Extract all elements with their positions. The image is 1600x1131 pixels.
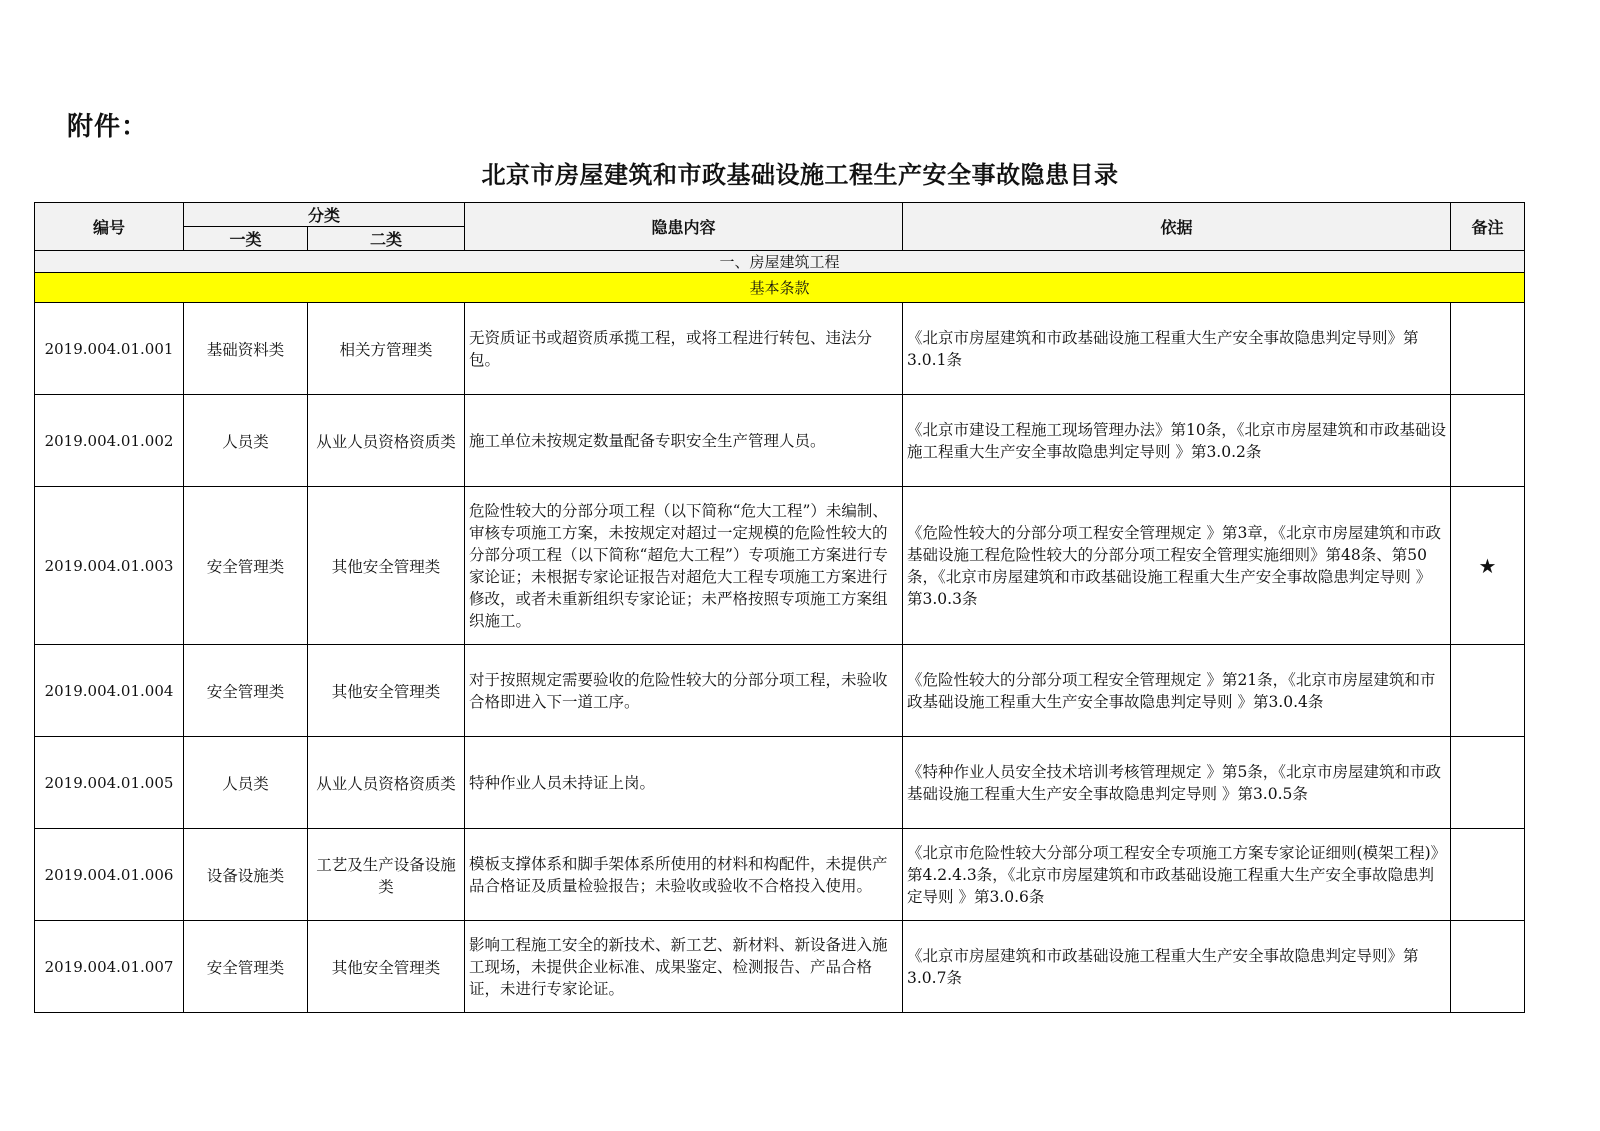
row-note — [1451, 829, 1525, 921]
header-category: 分类 — [184, 203, 465, 227]
row-content: 模板支撑体系和脚手架体系所使用的材料和构配件，未提供产品合格证及质量检验报告；未验收或验收不合格投入使用。 — [465, 829, 903, 921]
row-note — [1451, 645, 1525, 737]
attachment-label: 附件： — [67, 112, 149, 142]
hazard-catalog-table — [34, 202, 1525, 1013]
row-category-2: 其他安全管理类 — [308, 487, 465, 645]
row-content: 影响工程施工安全的新技术、新工艺、新材料、新设备进入施工现场，未提供企业标准、成果鉴定、检测报告、产品合格证，未进行专家论证。 — [465, 921, 903, 1013]
document-title: 北京市房屋建筑和市政基础设施工程生产安全事故隐患目录 — [481, 161, 1119, 189]
row-content: 特种作业人员未持证上岗。 — [465, 737, 903, 829]
table-row — [35, 487, 1525, 645]
row-basis: 《危险性较大的分部分项工程安全管理规定 》第3章，《北京市房屋建筑和市政基础设施工程危险性较大的分部分项工程安全管理实施细则》第48条、第50条，《北京市房屋建筑和市政基础设施工程重大生产安全事故隐患判定导则 》第3.0.3条 — [903, 487, 1451, 645]
row-note — [1451, 737, 1525, 829]
row-id: 2019.004.01.002 — [35, 395, 184, 487]
table-row — [35, 395, 1525, 487]
table-row — [35, 829, 1525, 921]
header-id: 编号 — [35, 203, 184, 251]
row-id: 2019.004.01.004 — [35, 645, 184, 737]
row-category-2: 相关方管理类 — [308, 303, 465, 395]
row-category-2: 其他安全管理类 — [308, 921, 465, 1013]
row-content: 对于按照规定需要验收的危险性较大的分部分项工程，未验收合格即进入下一道工序。 — [465, 645, 903, 737]
subsection-row — [35, 273, 1525, 303]
row-category-2: 工艺及生产设备设施类 — [308, 829, 465, 921]
table-row — [35, 737, 1525, 829]
row-category-1: 安全管理类 — [184, 645, 308, 737]
row-category-1: 人员类 — [184, 395, 308, 487]
row-content: 施工单位未按规定数量配备专职安全生产管理人员。 — [465, 395, 903, 487]
row-category-2: 从业人员资格资质类 — [308, 737, 465, 829]
row-content: 危险性较大的分部分项工程（以下简称“危大工程”）未编制、审核专项施工方案，未按规定对超过一定规模的危险性较大的分部分项工程（以下简称“超危大工程”）专项施工方案进行专家论证；未根据专家论证报告对超危大工程专项施工方案进行修改，或者未重新组织专家论证；未严格按照专项施工方案组织施工。 — [465, 487, 903, 645]
row-category-1: 基础资料类 — [184, 303, 308, 395]
row-category-1: 人员类 — [184, 737, 308, 829]
section-title: 一、房屋建筑工程 — [35, 251, 1525, 273]
header-basis: 依据 — [903, 203, 1451, 251]
header-note: 备注 — [1451, 203, 1525, 251]
row-content: 无资质证书或超资质承揽工程，或将工程进行转包、违法分包。 — [465, 303, 903, 395]
table-row — [35, 645, 1525, 737]
table-row — [35, 303, 1525, 395]
row-basis: 《北京市建设工程施工现场管理办法》第10条，《北京市房屋建筑和市政基础设施工程重大生产安全事故隐患判定导则 》第3.0.2条 — [903, 395, 1451, 487]
table-row — [35, 921, 1525, 1013]
row-id: 2019.004.01.001 — [35, 303, 184, 395]
row-id: 2019.004.01.007 — [35, 921, 184, 1013]
header-cat1: 一类 — [184, 227, 308, 251]
subsection-title: 基本条款 — [35, 273, 1525, 303]
row-id: 2019.004.01.003 — [35, 487, 184, 645]
row-note — [1451, 921, 1525, 1013]
row-category-1: 安全管理类 — [184, 921, 308, 1013]
row-basis: 《特种作业人员安全技术培训考核管理规定 》第5条，《北京市房屋建筑和市政基础设施工程重大生产安全事故隐患判定导则 》第3.0.5条 — [903, 737, 1451, 829]
row-category-2: 从业人员资格资质类 — [308, 395, 465, 487]
row-note: ★ — [1451, 487, 1525, 645]
row-category-1: 安全管理类 — [184, 487, 308, 645]
row-basis: 《北京市危险性较大分部分项工程安全专项施工方案专家论证细则(模架工程)》第4.2.4.3条，《北京市房屋建筑和市政基础设施工程重大生产安全事故隐患判定导则 》第3.0.6条 — [903, 829, 1451, 921]
row-basis: 《北京市房屋建筑和市政基础设施工程重大生产安全事故隐患判定导则》第3.0.1条 — [903, 303, 1451, 395]
row-category-1: 设备设施类 — [184, 829, 308, 921]
header-content: 隐患内容 — [465, 203, 903, 251]
header-cat2: 二类 — [308, 227, 465, 251]
header-row — [35, 203, 1525, 227]
section-row — [35, 251, 1525, 273]
row-note — [1451, 395, 1525, 487]
row-id: 2019.004.01.006 — [35, 829, 184, 921]
row-note — [1451, 303, 1525, 395]
row-basis: 《北京市房屋建筑和市政基础设施工程重大生产安全事故隐患判定导则》第3.0.7条 — [903, 921, 1451, 1013]
row-basis: 《危险性较大的分部分项工程安全管理规定 》第21条，《北京市房屋建筑和市政基础设施工程重大生产安全事故隐患判定导则 》第3.0.4条 — [903, 645, 1451, 737]
row-id: 2019.004.01.005 — [35, 737, 184, 829]
row-category-2: 其他安全管理类 — [308, 645, 465, 737]
